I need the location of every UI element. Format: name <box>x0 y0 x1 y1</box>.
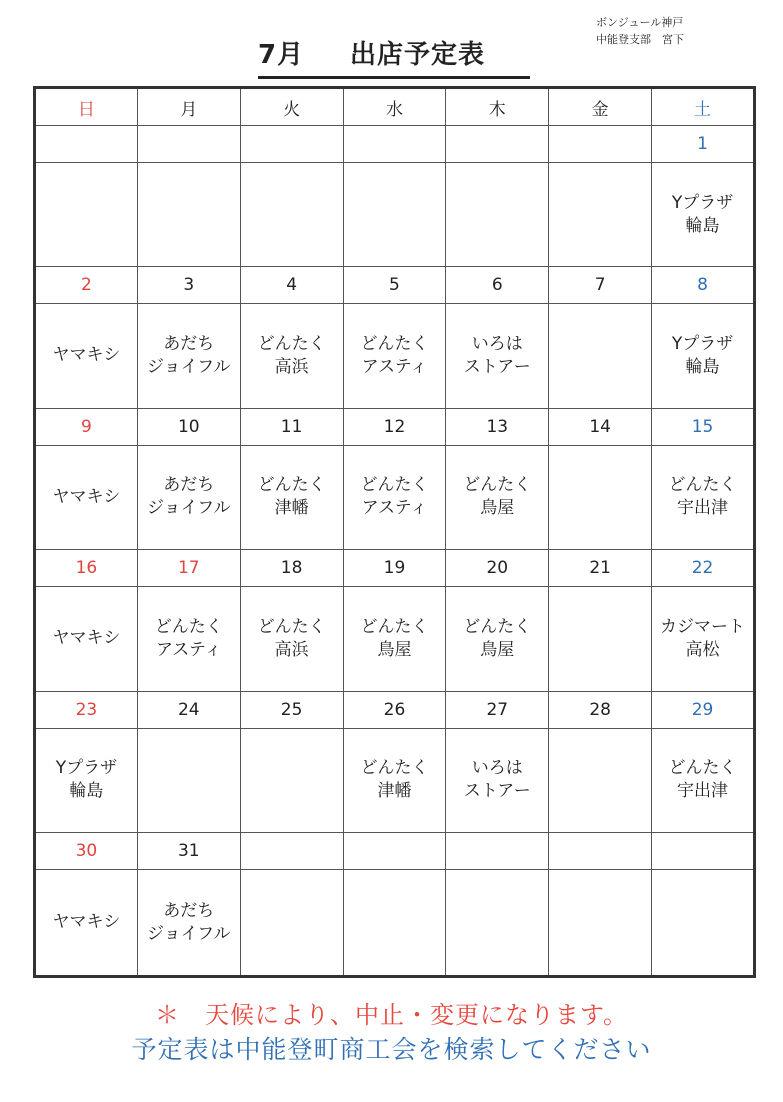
date-cell: 6 <box>446 267 549 304</box>
event-text: どんたく <box>154 616 223 637</box>
date-cell <box>240 126 343 163</box>
date-cell: 28 <box>549 691 652 728</box>
date-cell <box>343 833 446 870</box>
event-row <box>35 728 755 833</box>
date-cell: 25 <box>240 691 343 728</box>
event-cell <box>137 445 240 550</box>
event-text: どんたく <box>360 616 429 637</box>
org-line-1: ボンジュール神戸 <box>596 16 684 29</box>
date-cell: 23 <box>35 691 138 728</box>
event-cell <box>652 728 755 833</box>
event-cell <box>240 870 343 977</box>
event-text: 輪島 <box>69 781 104 802</box>
event-cell <box>652 163 755 267</box>
date-cell <box>652 833 755 870</box>
date-cell <box>549 126 652 163</box>
event-cell <box>446 870 549 977</box>
date-cell: 14 <box>549 408 652 445</box>
event-text: 鳥屋 <box>480 498 515 519</box>
org-line-2: 中能登支部 宮下 <box>596 33 684 46</box>
event-row <box>35 163 755 267</box>
weather-notice: ＊ 天候により、中止・変更になります。 <box>154 1001 629 1029</box>
date-cell <box>549 833 652 870</box>
event-cell <box>137 870 240 977</box>
event-text: どんたく <box>257 616 326 637</box>
date-cell <box>240 833 343 870</box>
event-text: 輪島 <box>685 356 720 377</box>
event-text: どんたく <box>360 475 429 496</box>
event-text: 宇出津 <box>677 781 729 802</box>
event-cell <box>652 445 755 550</box>
event-row <box>35 445 755 550</box>
event-text: ストアー <box>463 781 531 802</box>
weekday-sun: 日 <box>35 88 138 126</box>
event-cell <box>343 304 446 409</box>
event-cell <box>137 728 240 833</box>
event-text: 高浜 <box>274 639 309 660</box>
calendar-body <box>35 126 755 977</box>
date-cell: 22 <box>652 550 755 587</box>
date-cell: 31 <box>137 833 240 870</box>
event-cell <box>137 163 240 267</box>
event-cell <box>446 445 549 550</box>
event-text: 鳥屋 <box>480 639 515 660</box>
event-text: アスティ <box>361 498 428 519</box>
date-cell: 15 <box>652 408 755 445</box>
weekday-tue: 火 <box>240 88 343 126</box>
event-cell <box>240 728 343 833</box>
weekday-fri: 金 <box>549 88 652 126</box>
date-row <box>35 691 755 728</box>
date-cell: 3 <box>137 267 240 304</box>
title-text: 出店予定表 <box>350 40 486 70</box>
event-cell <box>35 728 138 833</box>
event-cell <box>652 870 755 977</box>
event-cell <box>35 304 138 409</box>
date-row <box>35 833 755 870</box>
date-cell: 20 <box>446 550 549 587</box>
event-cell <box>35 587 138 692</box>
event-cell <box>343 870 446 977</box>
weekday-mon: 月 <box>137 88 240 126</box>
event-cell <box>549 304 652 409</box>
search-notice: 予定表は中能登町商工会を検索してください <box>131 1035 652 1064</box>
date-cell: 9 <box>35 408 138 445</box>
event-text: 輪島 <box>685 215 720 236</box>
event-text: Yプラザ <box>671 192 734 213</box>
date-cell: 4 <box>240 267 343 304</box>
event-text: どんたく <box>360 758 429 779</box>
date-cell: 18 <box>240 550 343 587</box>
date-cell: 7 <box>549 267 652 304</box>
weekday-header-row <box>35 88 755 126</box>
date-cell: 1 <box>652 126 755 163</box>
event-text: 鳥屋 <box>377 639 412 660</box>
date-cell: 8 <box>652 267 755 304</box>
event-cell <box>343 587 446 692</box>
date-cell: 17 <box>137 550 240 587</box>
date-cell: 27 <box>446 691 549 728</box>
event-text: ヤマキシ <box>52 628 121 649</box>
date-cell: 12 <box>343 408 446 445</box>
weekday-wed: 水 <box>343 88 446 126</box>
event-row <box>35 587 755 692</box>
event-cell <box>549 870 652 977</box>
event-cell <box>343 163 446 267</box>
date-row <box>35 550 755 587</box>
weekday-sat: 土 <box>652 88 755 126</box>
event-cell <box>240 163 343 267</box>
event-cell <box>446 728 549 833</box>
event-cell <box>240 304 343 409</box>
event-text: いろは <box>471 758 523 779</box>
event-text: どんたく <box>463 616 532 637</box>
date-cell <box>446 126 549 163</box>
event-row <box>35 870 755 977</box>
date-cell <box>446 833 549 870</box>
event-row <box>35 304 755 409</box>
event-text: ヤマキシ <box>52 486 121 507</box>
date-cell: 19 <box>343 550 446 587</box>
event-cell <box>343 728 446 833</box>
event-cell <box>652 304 755 409</box>
date-cell <box>137 126 240 163</box>
event-cell <box>137 304 240 409</box>
event-text: 津幡 <box>274 498 309 519</box>
event-text: アスティ <box>155 639 222 660</box>
event-cell <box>343 445 446 550</box>
event-text: 津幡 <box>377 781 412 802</box>
date-cell: 21 <box>549 550 652 587</box>
event-text: アスティ <box>361 356 428 377</box>
event-text: 高松 <box>685 639 720 660</box>
event-text: ヤマキシ <box>52 912 121 933</box>
event-cell <box>549 163 652 267</box>
event-cell <box>35 163 138 267</box>
date-cell: 29 <box>652 691 755 728</box>
event-cell <box>240 587 343 692</box>
page-title <box>258 34 530 79</box>
date-cell: 5 <box>343 267 446 304</box>
event-text: あだち <box>163 900 215 921</box>
date-cell: 13 <box>446 408 549 445</box>
date-cell: 11 <box>240 408 343 445</box>
event-cell <box>652 587 755 692</box>
event-text: カジマート <box>660 616 746 637</box>
date-row <box>35 267 755 304</box>
event-cell <box>35 870 138 977</box>
month-label: 7月 <box>258 40 305 70</box>
event-text: あだち <box>163 333 215 354</box>
date-cell <box>343 126 446 163</box>
event-cell <box>240 445 343 550</box>
event-cell <box>137 587 240 692</box>
event-text: 高浜 <box>274 356 309 377</box>
event-cell <box>549 587 652 692</box>
event-text: ジョイフル <box>147 356 231 377</box>
event-text: どんたく <box>668 758 737 779</box>
date-cell: 10 <box>137 408 240 445</box>
date-cell: 16 <box>35 550 138 587</box>
date-cell: 24 <box>137 691 240 728</box>
event-text: あだち <box>163 475 215 496</box>
date-row <box>35 126 755 163</box>
event-text: いろは <box>471 333 523 354</box>
event-text: ストアー <box>463 356 531 377</box>
event-cell <box>446 163 549 267</box>
event-text: どんたく <box>668 475 737 496</box>
event-text: ジョイフル <box>147 498 231 519</box>
event-cell <box>549 728 652 833</box>
event-text: どんたく <box>360 333 429 354</box>
date-cell: 2 <box>35 267 138 304</box>
date-cell: 30 <box>35 833 138 870</box>
date-row <box>35 408 755 445</box>
event-text: Yプラザ <box>55 758 118 779</box>
event-cell <box>446 587 549 692</box>
event-text: ヤマキシ <box>52 345 121 366</box>
event-cell <box>35 445 138 550</box>
event-text: Yプラザ <box>671 333 734 354</box>
weekday-thu: 木 <box>446 88 549 126</box>
event-text: どんたく <box>257 475 326 496</box>
event-cell <box>549 445 652 550</box>
date-cell: 26 <box>343 691 446 728</box>
schedule-calendar <box>33 86 756 978</box>
event-text: 宇出津 <box>677 498 729 519</box>
event-cell <box>446 304 549 409</box>
event-text: ジョイフル <box>147 923 231 944</box>
date-cell <box>35 126 138 163</box>
organization-label <box>596 14 684 48</box>
event-text: どんたく <box>257 333 326 354</box>
event-text: どんたく <box>463 475 532 496</box>
